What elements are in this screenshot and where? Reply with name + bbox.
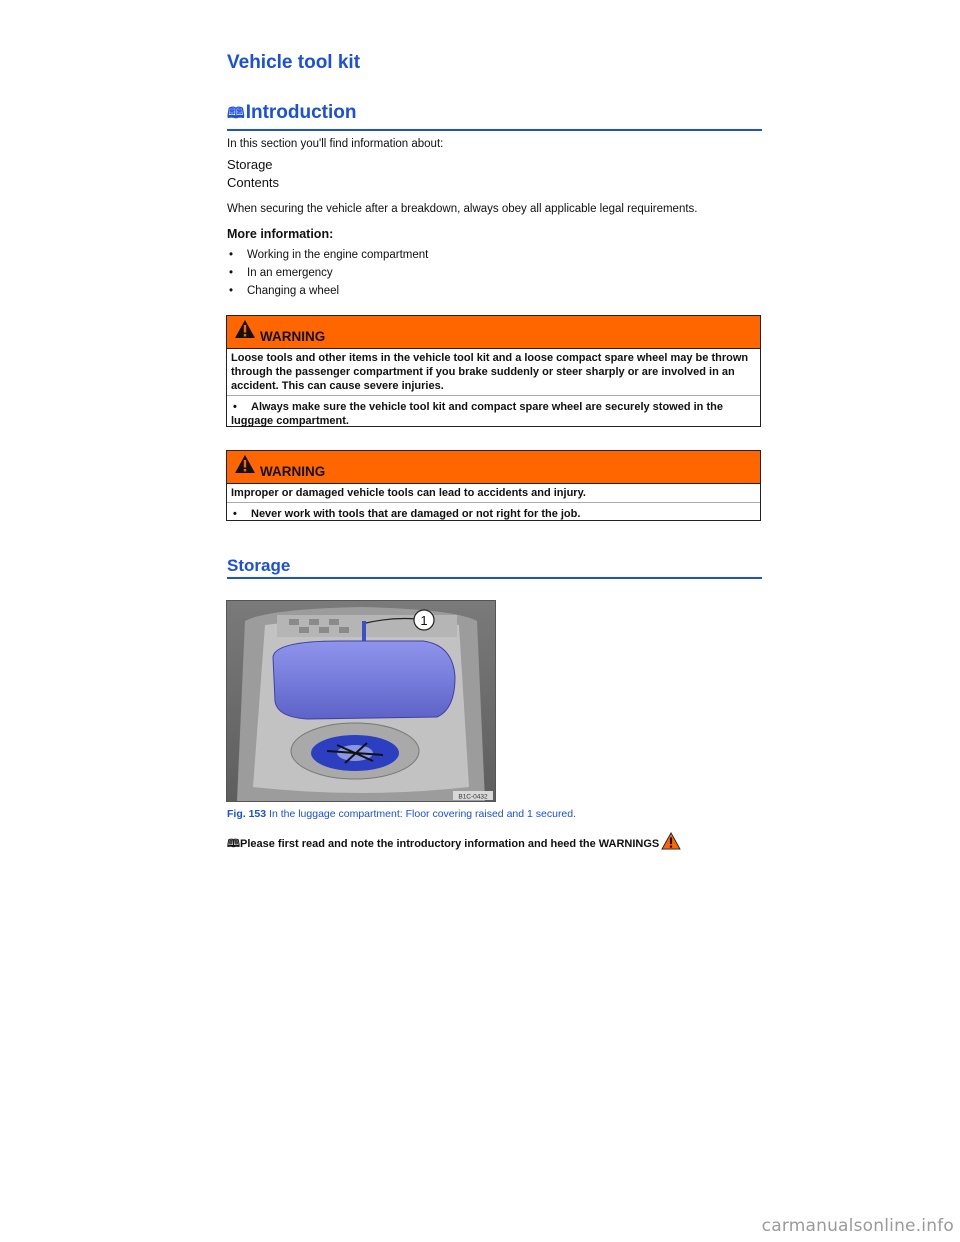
read-warnings-text: Please first read and note the introductory information and heed the WARNINGS bbox=[239, 838, 660, 850]
legal-note: When securing the vehicle after a breakdown, always obey all applicable legal requirements. bbox=[227, 203, 698, 215]
list-item[interactable] bbox=[227, 265, 428, 283]
more-info-link-changing-wheel[interactable]: Changing a wheel bbox=[247, 285, 340, 297]
warning-triangle-icon bbox=[234, 454, 256, 474]
warning-body bbox=[227, 484, 760, 525]
warning-header bbox=[227, 451, 760, 484]
bullet-icon: • bbox=[233, 508, 237, 520]
warning-text: Improper or damaged vehicle tools can lead to accidents and injury. bbox=[231, 487, 586, 499]
topic-link-contents[interactable]: Contents bbox=[227, 175, 280, 190]
page-title: Vehicle tool kit bbox=[227, 52, 361, 73]
luggage-compartment-illustration bbox=[227, 601, 495, 801]
figure-number: Fig. 153 bbox=[227, 808, 267, 820]
section-heading-introduction bbox=[227, 102, 762, 131]
bullet-icon: • bbox=[229, 249, 234, 261]
book-icon: 🕮 bbox=[227, 838, 240, 850]
warning-box-loose-tools bbox=[226, 315, 761, 427]
more-info-link-engine-compartment[interactable]: Working in the engine compartment bbox=[247, 249, 429, 261]
figure-caption-text: In the luggage compartment: Floor covering raised and 1 secured. bbox=[266, 808, 577, 820]
book-icon: 🕮 bbox=[227, 105, 245, 122]
warning-header bbox=[227, 316, 760, 349]
warning-label: WARNING bbox=[260, 464, 326, 479]
warning-body bbox=[227, 349, 760, 432]
warning-triangle-icon bbox=[234, 319, 256, 339]
warning-triangle-icon[interactable] bbox=[661, 832, 681, 850]
bullet-icon: • bbox=[233, 401, 237, 413]
more-info-link-emergency[interactable]: In an emergency bbox=[247, 267, 333, 279]
watermark: carmanualsonline.info bbox=[761, 1216, 954, 1236]
bullet-icon: • bbox=[229, 267, 234, 279]
figure-callout-1: 1 bbox=[420, 613, 428, 628]
bullet-icon: • bbox=[229, 285, 234, 297]
section-heading-storage: Storage bbox=[227, 556, 762, 579]
list-item[interactable] bbox=[227, 247, 428, 265]
warning-bullet-text: Always make sure the vehicle tool kit and compact spare wheel are securely stowed in the luggage compartment. bbox=[231, 401, 723, 427]
introduction-heading-text: Introduction bbox=[245, 102, 357, 123]
luggage-compartment-figure bbox=[226, 600, 496, 802]
warning-bullet-text: Never work with tools that are damaged or not right for the job. bbox=[251, 508, 581, 520]
warning-text: Loose tools and other items in the vehicle tool kit and a loose compact spare wheel may be thrown through the passenger compartment if you brake suddenly or steer sharply or are involved in an accident. This can cause severe injuries. bbox=[231, 352, 749, 392]
warning-bullet bbox=[227, 502, 760, 521]
figure-code: B1C-0432 bbox=[458, 793, 488, 801]
list-item[interactable] bbox=[227, 283, 428, 301]
warning-bullet bbox=[227, 395, 760, 428]
more-info-label: More information: bbox=[227, 227, 334, 241]
read-warnings-note bbox=[227, 832, 681, 854]
warning-box-damaged-tools bbox=[226, 450, 761, 521]
topic-link-storage[interactable]: Storage bbox=[227, 157, 273, 172]
figure-caption bbox=[227, 808, 576, 820]
intro-lead: In this section you'll find information about: bbox=[227, 138, 444, 150]
warning-label: WARNING bbox=[260, 329, 326, 344]
more-info-list bbox=[227, 247, 428, 301]
